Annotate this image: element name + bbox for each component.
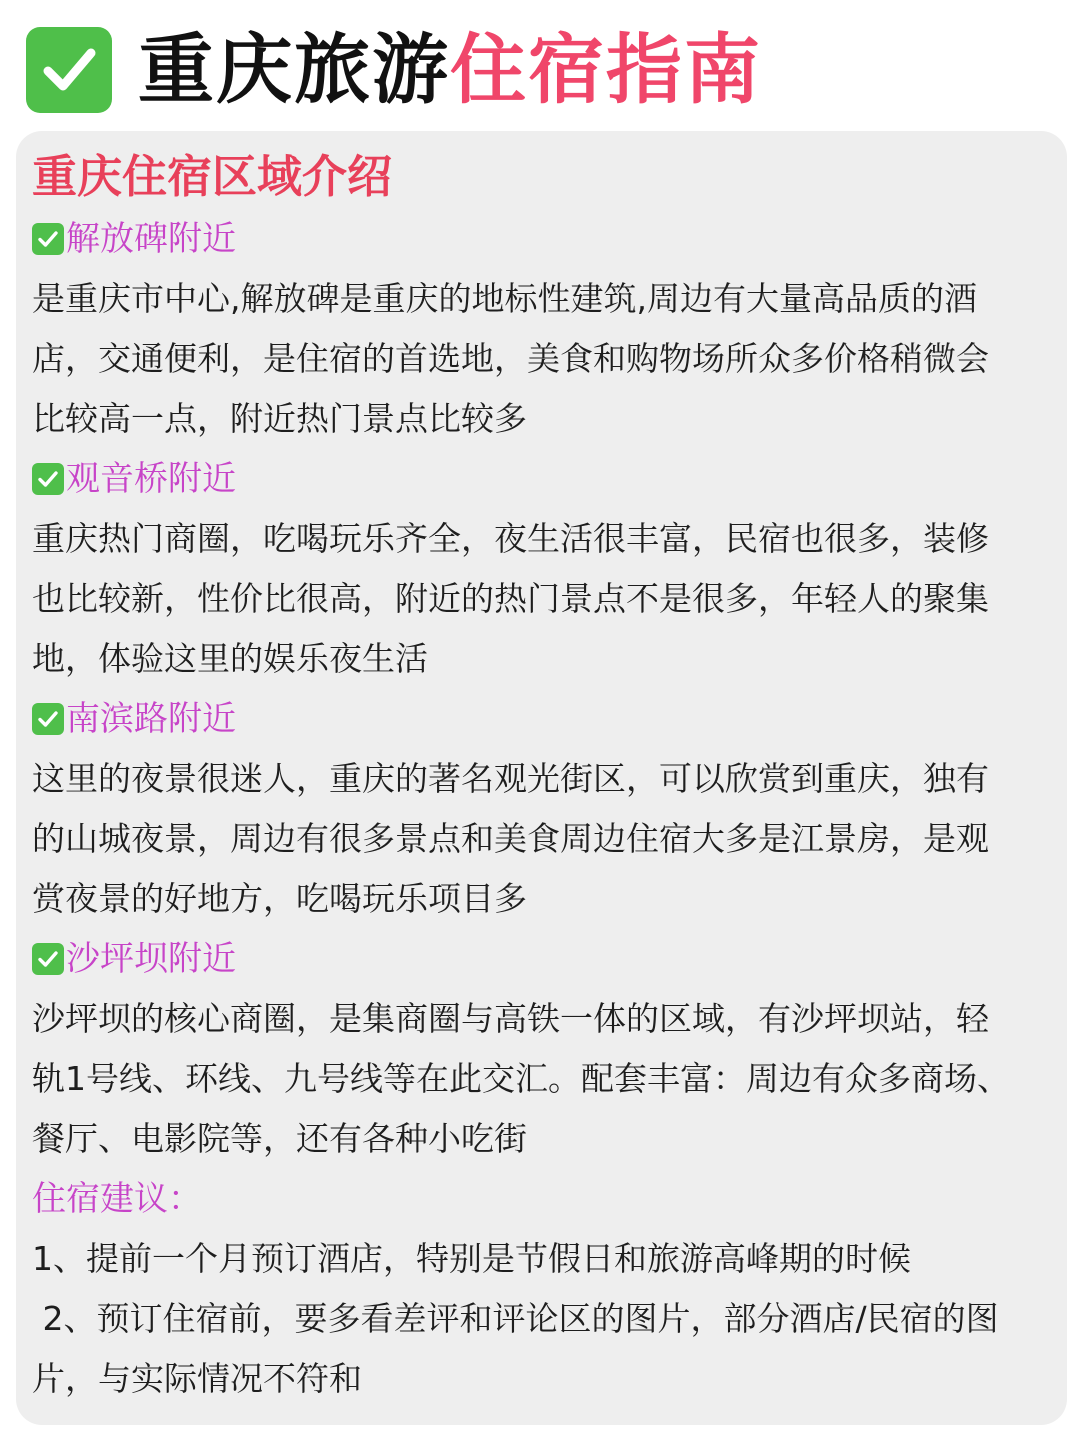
check-mark-icon bbox=[32, 943, 64, 975]
page-title bbox=[138, 22, 762, 118]
area-text-line: 重庆热门商圈，吃喝玩乐齐全，夜生活很丰富，民宿也很多，装修 bbox=[32, 519, 989, 558]
card-content bbox=[32, 209, 1032, 1409]
area-heading bbox=[32, 929, 1032, 989]
area-name: 沙坪坝附近 bbox=[66, 939, 236, 979]
area-name: 南滨路附近 bbox=[66, 699, 236, 739]
area-heading bbox=[32, 689, 1032, 749]
check-mark-icon bbox=[32, 463, 64, 495]
area-text-line: 沙坪坝的核心商圈，是集商圈与高铁一体的区域，有沙坪坝站，轻 bbox=[32, 999, 989, 1038]
check-mark-icon bbox=[32, 703, 64, 735]
title-accent: 住宿指南 bbox=[450, 25, 762, 114]
area-text-line: 的山城夜景，周边有很多景点和美食周边住宿大多是江景房，是观 bbox=[32, 819, 989, 858]
area-text-line: 餐厅、电影院等，还有各种小吃街 bbox=[32, 1119, 527, 1158]
header bbox=[26, 22, 762, 118]
title-dark: 重庆旅游 bbox=[138, 25, 450, 114]
advice-heading: 住宿建议： bbox=[32, 1179, 202, 1219]
info-card bbox=[16, 131, 1067, 1425]
area-text-line: 轨1号线、环线、九号线等在此交汇。配套丰富：周边有众多商场、 bbox=[32, 1059, 1010, 1098]
area-heading bbox=[32, 209, 1032, 269]
area-text-line: 也比较新，性价比很高，附近的热门景点不是很多，年轻人的聚集 bbox=[32, 579, 989, 618]
area-heading bbox=[32, 449, 1032, 509]
area-text-line: 是重庆市中心,解放碑是重庆的地标性建筑,周边有大量高品质的酒 bbox=[32, 279, 977, 318]
area-name: 解放碑附近 bbox=[66, 219, 236, 259]
advice-line: 1、提前一个月预订酒店，特别是节假日和旅游高峰期的时候 bbox=[32, 1239, 911, 1278]
area-text-line: 地，体验这里的娱乐夜生活 bbox=[32, 639, 428, 678]
area-name: 观音桥附近 bbox=[66, 459, 236, 499]
area-text-line: 店，交通便利，是住宿的首选地，美食和购物场所众多价格稍微会 bbox=[32, 339, 989, 378]
area-text-line: 比较高一点，附近热门景点比较多 bbox=[32, 399, 527, 438]
area-text-line: 这里的夜景很迷人，重庆的著名观光街区，可以欣赏到重庆，独有 bbox=[32, 759, 989, 798]
advice-line: 片，与实际情况不符和 bbox=[32, 1359, 362, 1398]
section-title: 重庆住宿区域介绍 bbox=[32, 150, 393, 203]
area-text-line: 赏夜景的好地方，吃喝玩乐项目多 bbox=[32, 879, 527, 918]
check-mark-icon bbox=[26, 27, 112, 113]
advice-line: 2、预订住宿前，要多看差评和评论区的图片，部分酒店/民宿的图 bbox=[32, 1299, 999, 1338]
check-mark-icon bbox=[32, 223, 64, 255]
